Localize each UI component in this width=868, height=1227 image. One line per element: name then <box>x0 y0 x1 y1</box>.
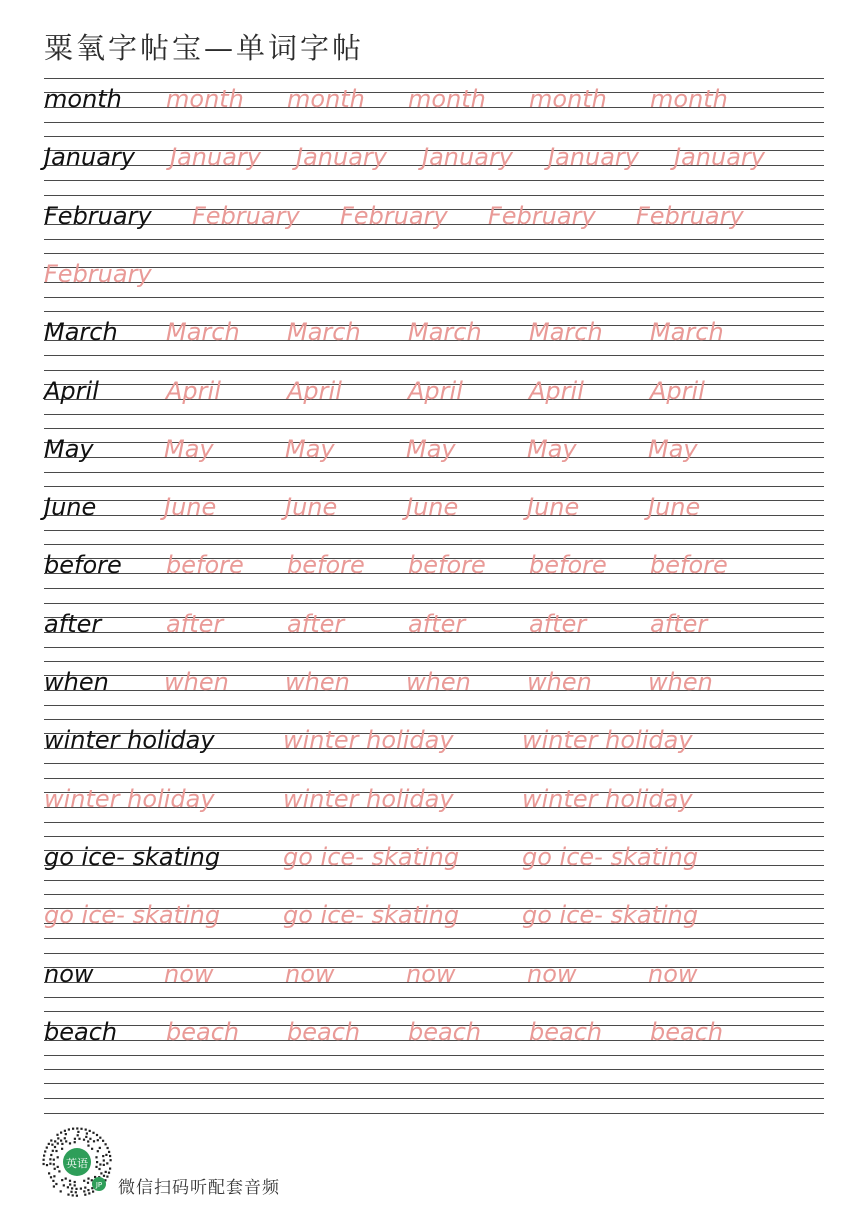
trace-word: May <box>285 434 335 463</box>
trace-word: now <box>648 959 698 988</box>
trace-word: March <box>650 318 724 347</box>
qr-code-icon[interactable] <box>40 1126 114 1200</box>
trace-word: now <box>527 959 577 988</box>
ruled-line <box>44 1069 824 1070</box>
model-word: winter holiday <box>44 726 215 755</box>
trace-word: month <box>287 85 365 113</box>
ruled-line <box>44 661 824 662</box>
trace-word: winter holiday <box>522 726 693 755</box>
model-word: May <box>44 434 94 463</box>
trace-word: after <box>287 609 345 638</box>
trace-word: May <box>648 434 698 463</box>
ruled-line <box>44 122 824 123</box>
trace-word: after <box>650 609 708 638</box>
trace-word: April <box>408 376 463 405</box>
ruled-line <box>44 938 824 939</box>
practice-row <box>44 428 824 472</box>
practice-row <box>44 370 824 414</box>
model-word: June <box>44 493 97 522</box>
trace-word: June <box>406 493 459 522</box>
footer <box>40 1126 440 1201</box>
trace-word: go ice- skating <box>522 842 699 871</box>
ruled-line <box>44 894 824 895</box>
ruled-line <box>44 836 824 837</box>
ruled-line <box>44 530 824 531</box>
trace-word: April <box>529 376 584 405</box>
copybook-sheet <box>44 78 824 1118</box>
trace-word: June <box>648 493 701 522</box>
practice-row <box>44 1069 824 1113</box>
ruled-line <box>44 997 824 998</box>
ruled-line <box>44 778 824 779</box>
ruled-line <box>44 472 824 473</box>
trace-word: go ice- skating <box>44 901 221 930</box>
trace-word: after <box>529 609 587 638</box>
ruled-line <box>44 588 824 589</box>
practice-row <box>44 894 824 938</box>
trace-word: month <box>650 85 728 113</box>
qr-badge-text: 英语 <box>66 1157 88 1170</box>
practice-row <box>44 136 824 180</box>
practice-row <box>44 836 824 880</box>
ruled-line <box>44 180 824 181</box>
trace-word: May <box>527 434 577 463</box>
trace-word: when <box>648 668 713 696</box>
ruled-line <box>44 195 824 196</box>
trace-word: February <box>636 201 744 230</box>
ruled-line <box>44 239 824 240</box>
ruled-line <box>44 253 824 254</box>
trace-word: when <box>406 668 471 696</box>
trace-word: March <box>287 318 361 347</box>
model-word: when <box>44 668 109 696</box>
trace-word: go ice- skating <box>522 901 699 930</box>
trace-word: April <box>650 376 705 405</box>
practice-row <box>44 719 824 763</box>
trace-word: before <box>166 551 244 580</box>
practice-row <box>44 311 824 355</box>
practice-row <box>44 195 824 239</box>
trace-word: May <box>164 434 214 463</box>
ruled-line <box>44 355 824 356</box>
trace-word: February <box>192 201 300 230</box>
ruled-line <box>44 880 824 881</box>
trace-word: February <box>488 201 596 230</box>
page-title: 粟氧字帖宝—单词字帖 <box>44 31 365 65</box>
trace-word: now <box>406 959 456 988</box>
trace-word: May <box>406 434 456 463</box>
ruled-line <box>44 414 824 415</box>
trace-word: June <box>164 493 217 522</box>
model-word: February <box>44 201 152 230</box>
trace-word: March <box>529 318 603 347</box>
trace-word: March <box>166 318 240 347</box>
practice-row <box>44 661 824 705</box>
practice-row <box>44 544 824 588</box>
trace-word: June <box>527 493 580 522</box>
ruled-line <box>44 267 824 268</box>
trace-word: January <box>296 143 387 172</box>
ruled-line <box>44 370 824 371</box>
trace-word: before <box>650 551 728 580</box>
ruled-line <box>44 486 824 487</box>
trace-word: month <box>166 85 244 113</box>
ruled-line <box>44 1083 824 1084</box>
trace-word: after <box>166 609 224 638</box>
practice-row <box>44 778 824 822</box>
ruled-line <box>44 311 824 312</box>
ruled-line <box>44 282 824 283</box>
trace-word: before <box>287 551 365 580</box>
trace-word: beach <box>650 1017 724 1046</box>
model-word: month <box>44 85 122 113</box>
practice-row <box>44 486 824 530</box>
trace-word: June <box>285 493 338 522</box>
ruled-line <box>44 647 824 648</box>
trace-word: February <box>44 259 152 288</box>
model-word: now <box>44 959 94 988</box>
practice-row <box>44 253 824 297</box>
trace-word: beach <box>408 1017 482 1046</box>
ruled-line <box>44 297 824 298</box>
ruled-line <box>44 428 824 429</box>
ruled-line <box>44 544 824 545</box>
trace-word: go ice- skating <box>283 901 460 930</box>
ruled-line <box>44 1055 824 1056</box>
ruled-line <box>44 78 824 79</box>
model-word: before <box>44 551 122 580</box>
practice-row <box>44 1011 824 1055</box>
ruled-line <box>44 763 824 764</box>
trace-word: now <box>164 959 214 988</box>
model-word: January <box>44 143 135 172</box>
trace-word: April <box>287 376 342 405</box>
practice-row <box>44 78 824 122</box>
model-word: March <box>44 318 118 347</box>
trace-word: March <box>408 318 482 347</box>
trace-word: February <box>340 201 448 230</box>
trace-word: April <box>166 376 221 405</box>
trace-word: beach <box>287 1017 361 1046</box>
model-word: April <box>44 376 99 405</box>
trace-word: winter holiday <box>283 726 454 755</box>
trace-word: month <box>408 85 486 113</box>
practice-row <box>44 603 824 647</box>
trace-word: beach <box>529 1017 603 1046</box>
ruled-line <box>44 822 824 823</box>
ruled-line <box>44 1011 824 1012</box>
trace-word: winter holiday <box>522 784 693 813</box>
trace-word: winter holiday <box>44 784 215 813</box>
trace-word: January <box>422 143 513 172</box>
trace-word: when <box>527 668 592 696</box>
trace-word: after <box>408 609 466 638</box>
trace-word: beach <box>166 1017 240 1046</box>
model-word: go ice- skating <box>44 842 221 871</box>
trace-word: January <box>674 143 765 172</box>
model-word: beach <box>44 1017 118 1046</box>
trace-word: before <box>408 551 486 580</box>
ruled-line <box>44 1113 824 1114</box>
qr-corner-text: JP <box>95 1181 103 1189</box>
ruled-line <box>44 705 824 706</box>
trace-word: January <box>170 143 261 172</box>
ruled-line <box>44 1098 824 1099</box>
model-word: after <box>44 609 102 638</box>
ruled-line <box>44 953 824 954</box>
ruled-line <box>44 136 824 137</box>
ruled-line <box>44 719 824 720</box>
trace-word: January <box>548 143 639 172</box>
trace-word: when <box>285 668 350 696</box>
trace-word: month <box>529 85 607 113</box>
trace-word: when <box>164 668 229 696</box>
ruled-line <box>44 603 824 604</box>
trace-word: go ice- skating <box>283 842 460 871</box>
trace-word: winter holiday <box>283 784 454 813</box>
practice-row <box>44 953 824 997</box>
qr-scan-label: 微信扫码听配套音频 <box>118 1178 280 1198</box>
trace-word: before <box>529 551 607 580</box>
trace-word: now <box>285 959 335 988</box>
